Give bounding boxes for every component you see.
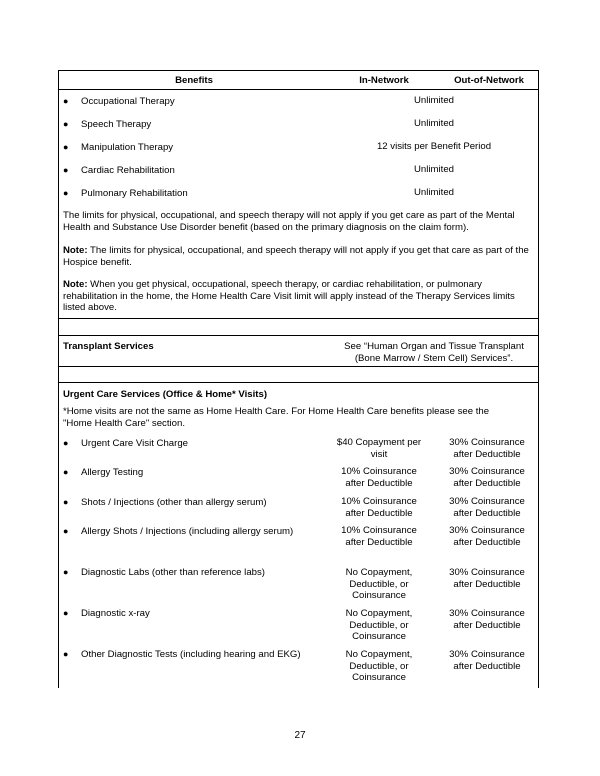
in-network-value — [329, 466, 429, 489]
therapy-paragraph: The limits for physical, occupational, and speech therapy will not apply if you get care as part of the Mental Health and Substance Use Disorder benefit (based on the primary diagnosis on the claim form). — [63, 210, 515, 233]
value-line: 30% Coinsurance — [449, 567, 525, 578]
value-line: $40 Copayment per — [336, 437, 422, 448]
transplant-value-line: See “Human Organ and Tissue Transplant — [344, 341, 524, 352]
item-value: Unlimited — [414, 118, 454, 129]
value-line: after Deductible — [453, 660, 521, 672]
item-label: Urgent Care Visit Charge — [81, 438, 189, 449]
value-line: Coinsurance — [352, 590, 406, 601]
item-value: Unlimited — [414, 164, 454, 175]
item-label: Occupational Therapy — [81, 96, 175, 107]
note-paragraph — [63, 245, 533, 268]
out-of-network-value — [437, 466, 537, 489]
value-line: after Deductible — [453, 619, 521, 631]
header-in-network: In-Network — [359, 75, 409, 86]
note-paragraph — [63, 279, 533, 314]
item-label: Allergy Shots / Injections (including allergy serum) — [81, 526, 294, 537]
header-rule — [59, 89, 538, 90]
value-line: 10% Coinsurance — [341, 525, 417, 536]
bullet: ● — [63, 438, 69, 448]
in-network-value — [329, 437, 429, 460]
item-label: Cardiac Rehabilitation — [81, 165, 175, 176]
note-label: Note: — [63, 279, 88, 290]
header-benefits: Benefits — [175, 75, 213, 86]
bullet: ● — [63, 119, 69, 129]
out-of-network-value — [437, 649, 537, 672]
value-line: visit — [370, 448, 388, 460]
bullet: ● — [63, 467, 69, 477]
item-label: Other Diagnostic Tests (including hearing and EKG) — [81, 649, 301, 660]
note-text: The limits for physical, occupational, and speech therapy will not apply if you get that care as part of the Hospice benefit. — [63, 245, 529, 268]
item-label: Diagnostic Labs (other than reference labs) — [81, 567, 265, 578]
value-line: after Deductible — [345, 507, 413, 519]
urgent-note: *Home visits are not the same as Home Health Care. For Home Health Care benefits please see the "Home Health Care" section. — [63, 406, 490, 429]
bullet: ● — [63, 165, 69, 175]
item-value: 12 visits per Benefit Period — [376, 141, 492, 152]
note-text: When you get physical, occupational, speech therapy, or cardiac rehabilitation, or pulmonary rehabilitation in the home, the Home Health Care Visit limit will apply instead of the Therapy Services limits listed above. — [63, 279, 515, 313]
in-network-value — [329, 649, 429, 684]
header-out-of-network: Out-of-Network — [454, 75, 524, 86]
bullet: ● — [63, 567, 69, 577]
value-line: after Deductible — [345, 536, 413, 548]
value-line: Deductible, or — [349, 619, 409, 631]
in-network-value — [329, 496, 429, 519]
value-line: 30% Coinsurance — [449, 496, 525, 507]
bullet: ● — [63, 497, 69, 507]
value-line: 30% Coinsurance — [449, 437, 525, 448]
value-line: 10% Coinsurance — [341, 496, 417, 507]
value-line: after Deductible — [453, 507, 521, 519]
rule — [59, 335, 538, 336]
bullet: ● — [63, 649, 69, 659]
value-line: Coinsurance — [352, 672, 406, 683]
item-value: Unlimited — [414, 95, 454, 106]
table-top-rule — [59, 70, 538, 71]
in-network-value — [329, 608, 429, 643]
bullet: ● — [63, 96, 69, 106]
value-line: after Deductible — [453, 536, 521, 548]
value-line: after Deductible — [453, 448, 521, 460]
value-line: 30% Coinsurance — [449, 466, 525, 477]
item-label: Pulmonary Rehabilitation — [81, 188, 188, 199]
out-of-network-value — [437, 437, 537, 460]
bullet: ● — [63, 188, 69, 198]
transplant-value-line: (Bone Marrow / Stem Cell) Services”. — [354, 352, 514, 364]
bullet: ● — [63, 526, 69, 536]
bullet: ● — [63, 608, 69, 618]
item-label: Speech Therapy — [81, 119, 152, 130]
value-line: 10% Coinsurance — [341, 466, 417, 477]
value-line: No Copayment, — [345, 608, 413, 619]
out-of-network-value — [437, 525, 537, 548]
item-label: Allergy Testing — [81, 467, 144, 478]
value-line: 30% Coinsurance — [449, 649, 525, 660]
value-line: Coinsurance — [352, 631, 406, 642]
value-line: Deductible, or — [349, 578, 409, 590]
out-of-network-value — [437, 608, 537, 631]
value-line: after Deductible — [345, 477, 413, 489]
value-line: 30% Coinsurance — [449, 608, 525, 619]
item-label: Shots / Injections (other than allergy serum) — [81, 497, 267, 508]
note-label: Note: — [63, 245, 88, 256]
transplant-title: Transplant Services — [63, 341, 154, 352]
item-value: Unlimited — [414, 187, 454, 198]
value-line: after Deductible — [453, 477, 521, 489]
value-line: Deductible, or — [349, 660, 409, 672]
item-label: Diagnostic x-ray — [81, 608, 150, 619]
value-line: 30% Coinsurance — [449, 525, 525, 536]
bullet: ● — [63, 142, 69, 152]
out-of-network-value — [437, 567, 537, 590]
rule — [59, 382, 538, 383]
value-line: No Copayment, — [345, 567, 413, 578]
rule — [59, 318, 538, 319]
value-line: after Deductible — [453, 578, 521, 590]
item-label: Manipulation Therapy — [81, 142, 174, 153]
rule — [59, 366, 538, 367]
urgent-title: Urgent Care Services (Office & Home* Visits) — [63, 389, 268, 400]
out-of-network-value — [437, 496, 537, 519]
transplant-value — [334, 341, 534, 364]
benefits-table — [58, 70, 539, 688]
value-line: No Copayment, — [345, 649, 413, 660]
in-network-value — [329, 567, 429, 602]
page-number: 27 — [294, 730, 306, 741]
in-network-value — [329, 525, 429, 548]
